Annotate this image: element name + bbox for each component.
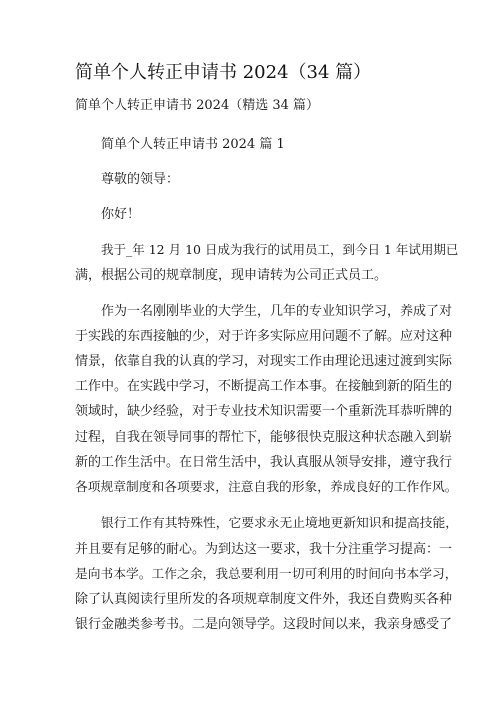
document-title: 简单个人转正申请书 2024（34 篇） <box>75 62 372 83</box>
greeting: 你好！ <box>101 207 141 222</box>
paragraph-line: 并且要有足够的耐心。为到达这一要求，我十分注重学习提高：一 <box>75 542 453 557</box>
paragraph-line: 过程，自我在领导同事的帮忙下，能够很快克服这种状态融入到崭 <box>75 430 453 445</box>
paragraph-line: 除了认真阅读行里所发的各项规章制度文件外，我还自费购买各种 <box>75 592 453 607</box>
paragraph-line: 银行金融类参考书。二是向领导学。这段时间以来，我亲身感受了 <box>75 617 453 632</box>
paragraph-line: 我于_年 12 月 10 日成为我行的试用员工，到今日 1 年试用期已 <box>101 242 459 257</box>
paragraph-line: 银行工作有其特殊性，它要求永无止境地更新知识和提高技能， <box>101 516 458 531</box>
paragraph-line: 作为一名刚刚毕业的大学生，几年的专业知识学习，养成了对 <box>101 304 453 319</box>
paragraph-line: 新的工作生活中。在日常生活中，我认真服从领导安排，遵守我行 <box>75 455 453 470</box>
paragraph-line: 各项规章制度和各项要求，注意自我的形象，养成良好的工作作风。 <box>75 480 458 495</box>
paragraph-line: 工作中。在实践中学习，不断提高工作本事。在接触到新的陌生的 <box>75 379 453 394</box>
paragraph-line: 满，根据公司的规章制度，现申请转为公司正式员工。 <box>75 268 388 283</box>
paragraph-line: 领域时，缺少经验，对于专业技术知识需要一个重新洗耳恭听牌的 <box>75 404 453 419</box>
salutation: 尊敬的领导： <box>101 172 180 187</box>
document-subtitle: 简单个人转正申请书 2024（精选 34 篇） <box>75 98 320 113</box>
section-heading: 简单个人转正申请书 2024 篇 1 <box>101 137 285 152</box>
paragraph-line: 是向书本学。工作之余，我总要利用一切可利用的时间向书本学习， <box>75 567 458 582</box>
paragraph-line: 于实践的东西接触的少，对于许多实际应用问题不了解。应对这种 <box>75 329 453 344</box>
paragraph-line: 情景，依靠自我的认真的学习，对现实工作由理论迅速过渡到实际 <box>75 354 453 369</box>
